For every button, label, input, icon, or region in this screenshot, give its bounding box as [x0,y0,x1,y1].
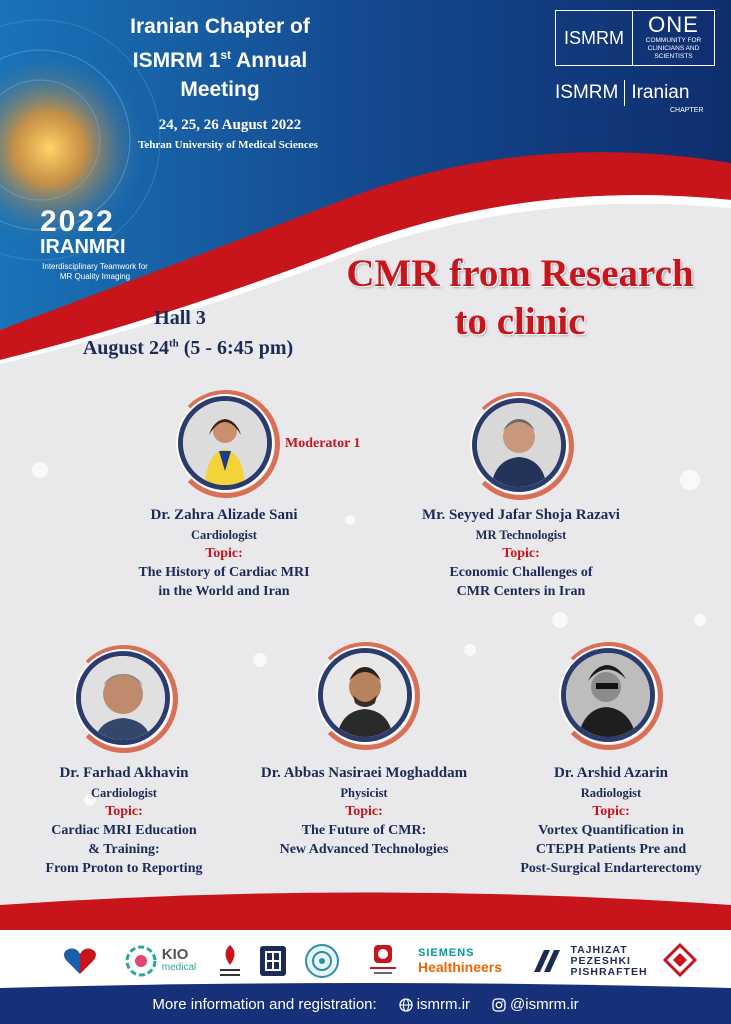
topic-label: Topic: [205,546,243,561]
tajhizat-pezeshki-logo [528,940,652,982]
meeting-title-line2-b: Annual [230,49,308,72]
meeting-title-line2 [100,41,340,75]
tajhizat-text-3: PISHRAFTEH [570,965,648,978]
meeting-title-line2-a: ISMRM 1 [132,49,221,72]
speaker-name: Dr. Zahra Alizade Sani [150,507,298,523]
website-link[interactable] [399,996,470,1013]
speaker-name: Mr. Seyyed Jafar Shoja Razavi [422,507,620,523]
instagram-text: @ismrm.ir [510,996,579,1013]
footer-info-text: More information and registration: [152,996,377,1013]
topic-text: in the World and Iran [158,584,290,599]
topic-text: The Future of CMR: [301,823,427,838]
one-subtext: COMMUNITY FOR CLINICIANS AND SCIENTISTS [645,37,702,60]
footer-bar [0,996,731,1013]
chapter-logo-divider [624,80,625,106]
topic-text: From Proton to Reporting [45,861,203,876]
topic-label: Topic: [345,804,383,819]
hall-label: Hall 3 [154,307,206,329]
moderator-label: Moderator 1 [285,436,361,451]
speaker-photo-1 [178,396,272,490]
speaker-role: Physicist [340,786,388,800]
speaker-name: Dr. Abbas Nasiraei Moghaddam [260,765,468,781]
kio-text: KIO [161,946,189,963]
speaker-photo-4 [318,648,412,742]
university-emblem-logo [255,940,291,982]
session-title-line2: to clinic [454,300,586,343]
speaker-role: MR Technologist [475,528,567,542]
session-title [300,250,731,346]
session-date-sup: th [168,337,179,350]
event-year-logo: 2022 [40,205,115,238]
siemens-healthineers-logo [418,940,522,982]
topic-text: Cardiac MRI Education [51,823,197,838]
ismrm-one-logo [555,10,715,66]
speaker-name: Dr. Arshid Azarin [553,765,669,781]
chapter-logo-sub: CHAPTER [670,107,704,114]
topic-text: The History of Cardiac MRI [138,565,310,580]
ministry-emblem-logo [208,940,252,982]
globe-icon [399,998,413,1012]
instagram-link[interactable] [492,996,579,1013]
one-community-logo [633,11,714,65]
siemens-text: SIEMENS [418,947,475,959]
speaker-role: Cardiologist [191,528,257,542]
speaker-photo-2 [472,398,566,492]
topic-text: Post-Surgical Endarterectomy [520,861,702,876]
diamond-emblem-logo [660,940,700,982]
session-date [68,337,308,360]
one-text: ONE [648,12,699,37]
session-date-main: August 24 [82,337,169,359]
topic-label: Topic: [592,804,630,819]
session-date-time: (5 - 6:45 pm) [178,337,294,359]
kio-subtext: medical [161,962,197,973]
meeting-title-sup: st [220,48,231,62]
tajhizat-text-2: PEZESHKI [570,954,631,967]
meeting-venue: Tehran University of Medical Sciences [138,139,318,151]
kio-medical-logo [115,940,205,982]
speaker-photo-3 [76,651,170,745]
chapter-logo-left: ISMRM [555,82,619,103]
healthineers-text: Healthineers [418,959,503,975]
ismrm-iranian-chapter-logo [555,80,715,106]
meeting-title [100,12,340,104]
topic-label: Topic: [502,546,540,561]
website-text: ismrm.ir [416,996,471,1013]
round-seal-logo [300,940,344,982]
meeting-dates: 24, 25, 26 August 2022 [158,117,302,133]
topic-text: CTEPH Patients Pre and [535,842,687,857]
chapter-logo-right: Iranian [631,82,690,103]
session-title-line1: CMR from Research [346,252,694,295]
topic-label: Topic: [105,804,143,819]
event-tagline: Interdisciplinary Teamwork for MR Quality Imaging [42,262,148,281]
topic-text: Vortex Quantification in [538,823,684,838]
meeting-title-line3: Meeting [180,78,260,101]
speaker-card [94,505,354,601]
meeting-title-line1: Iranian Chapter of [130,15,310,38]
instagram-icon [492,998,506,1012]
speaker-card [391,505,651,601]
speaker-photo-5 [561,648,655,742]
faravari-logo [350,940,416,982]
topic-text: Economic Challenges of [449,565,593,580]
speaker-name: Dr. Farhad Akhavin [59,765,189,781]
event-name-logo: IRANMRI [40,236,126,258]
speaker-role: Cardiologist [91,786,157,800]
topic-text: CMR Centers in Iran [456,584,586,599]
speaker-card [0,763,254,878]
tajhizat-text-1: TAJHIZAT [570,943,628,956]
topic-text: & Training: [88,842,160,857]
ismrm-logo-text: ISMRM [556,11,633,65]
topic-text: New Advanced Technologies [279,842,449,857]
speaker-card [481,763,731,878]
heart-society-logo [60,940,100,982]
speaker-role: Radiologist [580,786,642,800]
speaker-card [234,763,494,859]
